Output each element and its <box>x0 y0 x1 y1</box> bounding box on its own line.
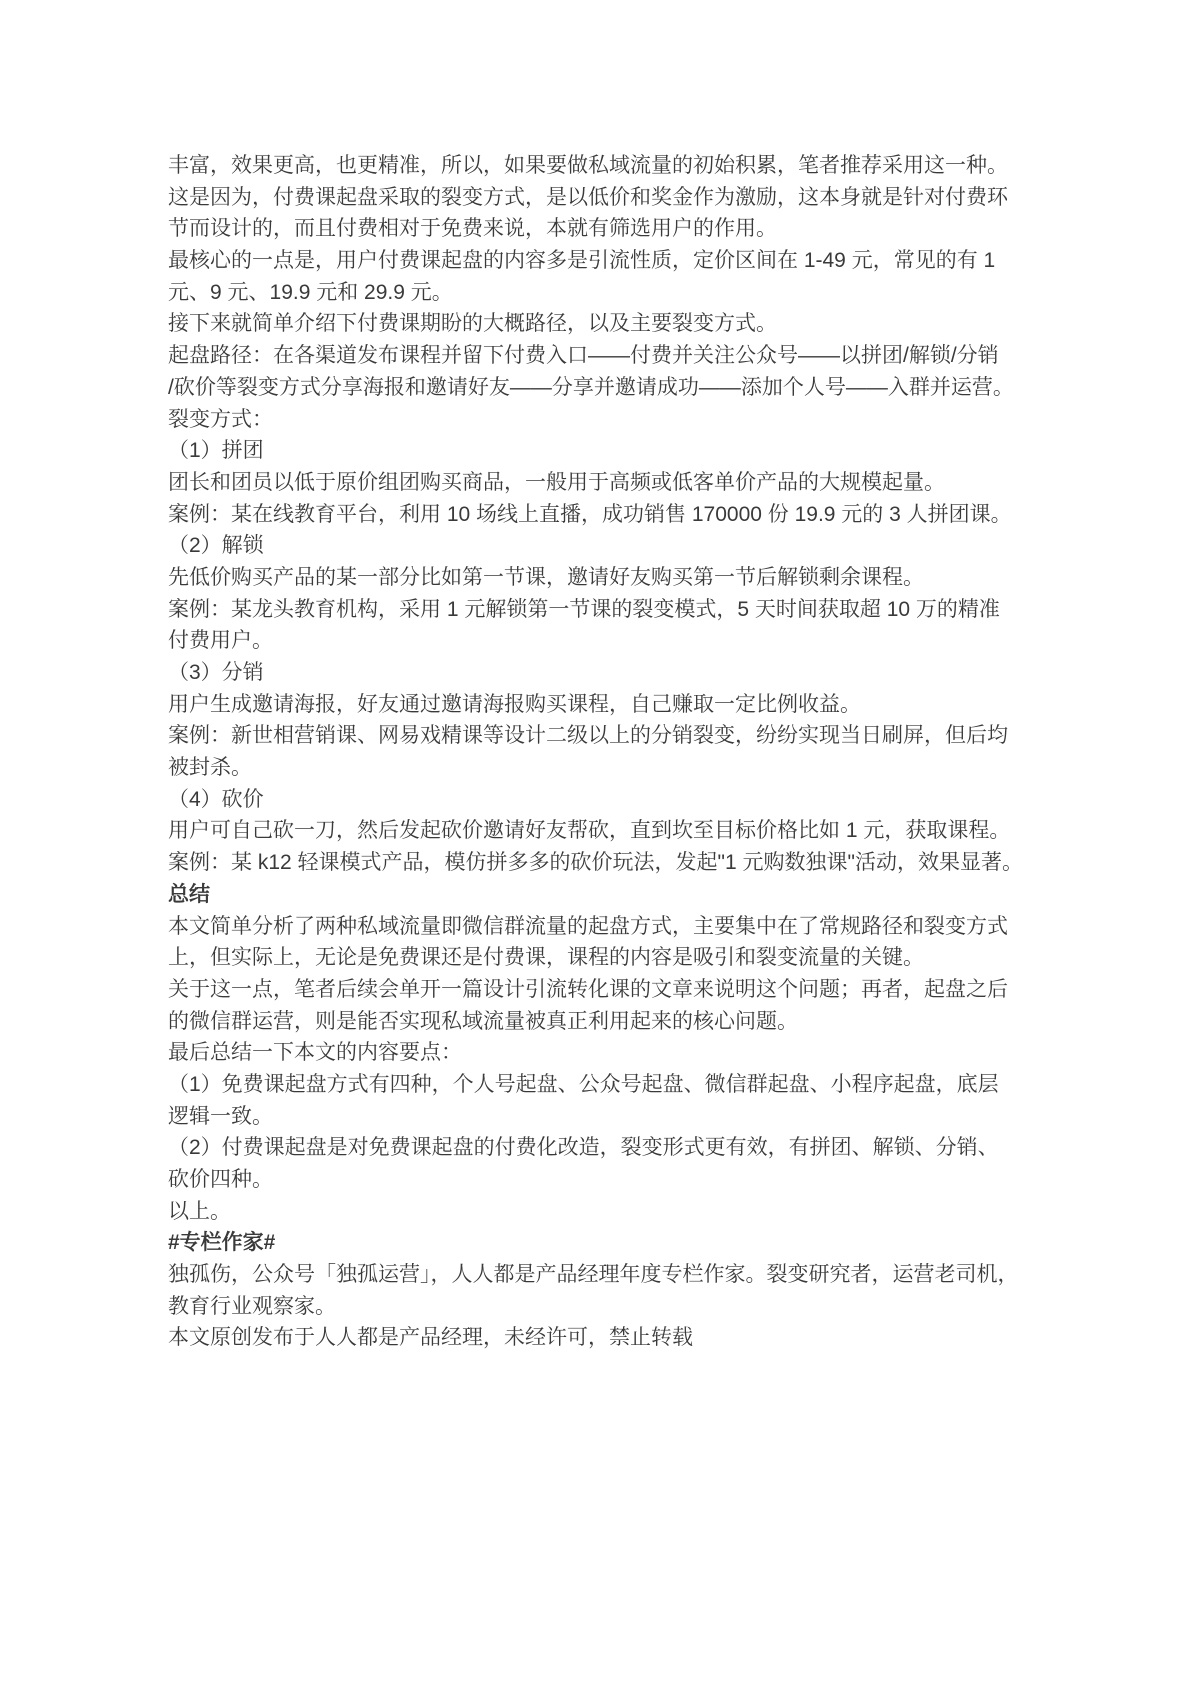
text-line: 砍价四种。 <box>168 1168 273 1191</box>
text-line: （3）分销 <box>168 661 264 684</box>
text-line: 以上。 <box>168 1199 231 1223</box>
text-line: （2）解锁 <box>168 534 264 558</box>
text-line: 被封杀。 <box>168 756 252 780</box>
text-line: （2）付费课起盘是对免费课起盘的付费化改造，裂变形式更有效，有拼团、解锁、分销、 <box>168 1136 999 1160</box>
text-line: （4）砍价 <box>168 787 264 811</box>
text-line: 的微信群运营，则是能否实现私域流量被真正利用起来的核心问题。 <box>168 1009 798 1033</box>
text-line: 案例：某 k12 轻课模式产品，模仿拼多多的砍价玩法，发起"1 元购数独课"活动，效果显著。 <box>168 851 1023 875</box>
text-line: 付费用户。 <box>168 629 273 653</box>
text-line: 本文原创发布于人人都是产品经理，未经许可，禁止转载 <box>168 1326 693 1350</box>
text-line: 起盘路径：在各渠道发布课程并留下付费入口——付费并关注公众号——以拼团/解锁/分销 <box>168 344 999 368</box>
text-line: 教育行业观察家。 <box>168 1294 336 1318</box>
text-line: （1）免费课起盘方式有四种，个人号起盘、公众号起盘、微信群起盘、小程序起盘，底层 <box>168 1072 999 1096</box>
text-line: 裂变方式： <box>168 407 273 431</box>
article-text <box>168 150 1034 1354</box>
text-line: 案例：新世相营销课、网易戏精课等设计二级以上的分销裂变，纷纷实现当日刷屏，但后均 <box>168 724 1008 748</box>
section-heading-line: 总结 <box>168 882 210 906</box>
text-line: 独孤伤，公众号「独孤运营」，人人都是产品经理年度专栏作家。裂变研究者，运营老司机， <box>168 1263 1019 1287</box>
text-line: 用户生成邀请海报，好友通过邀请海报购买课程，自己赚取一定比例收益。 <box>168 692 861 716</box>
text-line: 用户可自己砍一刀，然后发起砍价邀请好友帮砍，直到坎至目标价格比如 1 元，获取课程。 <box>168 819 1011 843</box>
section-heading-line: #专栏作家# <box>168 1231 276 1255</box>
text-line: 关于这一点，笔者后续会单开一篇设计引流转化课的文章来说明这个问题；再者，起盘之后 <box>168 977 1008 1001</box>
text-line: 元、9 元、19.9 元和 29.9 元。 <box>168 280 453 304</box>
text-line: 逻辑一致。 <box>168 1104 273 1128</box>
text-line: 本文简单分析了两种私域流量即微信群流量的起盘方式，主要集中在了常规路径和裂变方式 <box>168 914 1008 938</box>
text-line: 节而设计的，而且付费相对于免费来说，本就有筛选用户的作用。 <box>168 217 777 241</box>
text-line: 团长和团员以低于原价组团购买商品，一般用于高频或低客单价产品的大规模起量。 <box>168 470 945 494</box>
text-line: 案例：某龙头教育机构，采用 1 元解锁第一节课的裂变模式，5 天时间获取超 10 万的精准 <box>168 597 1000 621</box>
text-line: 先低价购买产品的某一部分比如第一节课，邀请好友购买第一节后解锁剩余课程。 <box>168 565 924 589</box>
text-line: /砍价等裂变方式分享海报和邀请好友——分享并邀请成功——添加个人号——入群并运营。 <box>168 375 1014 399</box>
text-line: 最后总结一下本文的内容要点： <box>168 1041 462 1065</box>
text-line: 这是因为，付费课起盘采取的裂变方式，是以低价和奖金作为激励，这本身就是针对付费环 <box>168 185 1008 209</box>
text-line: 最核心的一点是，用户付费课起盘的内容多是引流性质，定价区间在 1-49 元，常见的有 1 <box>168 249 996 273</box>
text-line: （1）拼团 <box>168 439 264 463</box>
text-line: 接下来就简单介绍下付费课期盼的大概路径，以及主要裂变方式。 <box>168 312 777 336</box>
text-line: 案例：某在线教育平台，利用 10 场线上直播，成功销售 170000 份 19.9 元的 3 人拼团课。 <box>168 502 1012 526</box>
text-line: 上，但实际上，无论是免费课还是付费课，课程的内容是吸引和裂变流量的关键。 <box>168 946 924 970</box>
text-line: 丰富，效果更高，也更精准，所以，如果要做私域流量的初始积累，笔者推荐采用这一种。 <box>168 154 1008 177</box>
